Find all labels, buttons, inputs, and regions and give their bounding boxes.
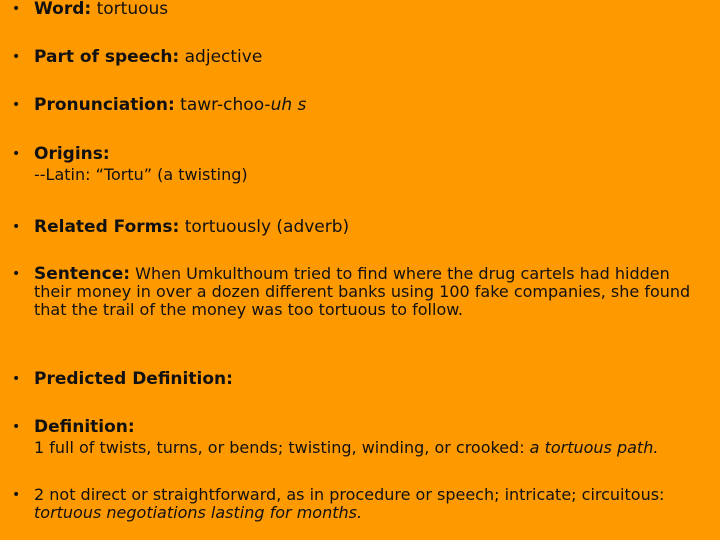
bullet-icon: • <box>12 219 21 235</box>
definition-sense-2-example: tortuous negotiations lasting for months. <box>34 503 363 522</box>
definition-sense-1-example: a tortuous path. <box>529 438 659 457</box>
sentence-entry <box>12 265 696 319</box>
pronunciation-label: Pronunciation: <box>34 95 175 115</box>
definition-label: Definition: <box>34 417 135 437</box>
definition-entry <box>12 418 696 457</box>
bullet-icon: • <box>12 371 21 387</box>
word-label: Word: <box>34 0 92 19</box>
origins-entry <box>12 145 696 184</box>
part-of-speech-entry <box>12 48 696 67</box>
bullet-icon: • <box>12 487 21 503</box>
bullet-icon: • <box>12 49 21 65</box>
origins-label: Origins: <box>34 144 110 164</box>
bullet-icon: • <box>12 266 21 282</box>
origins-detail: --Latin: “Tortu” (a twisting) <box>34 165 248 184</box>
word-entry <box>12 0 696 19</box>
definition-sense-2-text: 2 not direct or straightforward, as in procedure or speech; intricate; circuitous: <box>34 485 665 504</box>
sentence-value: When Umkulthoum tried to find where the drug cartels had hidden their money in over a dozen different banks using 100 fake companies, she found that the trail of the money was too tortuous to follow. <box>34 264 691 319</box>
related-forms-label: Related Forms: <box>34 217 180 237</box>
related-forms-entry <box>12 218 696 237</box>
bullet-icon: • <box>12 146 21 162</box>
bullet-icon: • <box>12 419 21 435</box>
pronunciation-value: tawr-choo- <box>180 95 271 115</box>
bullet-icon: • <box>12 1 21 17</box>
definition-sense-2-entry <box>12 486 696 522</box>
pronunciation-entry <box>12 96 696 115</box>
definition-sense-1-text: 1 full of twists, turns, or bends; twisting, winding, or crooked: <box>34 438 530 457</box>
word-value: tortuous <box>96 0 169 19</box>
sentence-label: Sentence: <box>34 264 131 284</box>
definition-sense-1 <box>34 439 696 457</box>
part-of-speech-value: adjective <box>184 47 263 67</box>
predicted-definition-entry <box>12 370 696 389</box>
pronunciation-value-italic: uh s <box>270 95 307 115</box>
related-forms-value: tortuously (adverb) <box>184 217 350 237</box>
part-of-speech-label: Part of speech: <box>34 47 180 67</box>
bullet-icon: • <box>12 97 21 113</box>
predicted-definition-label: Predicted Definition: <box>34 369 233 389</box>
